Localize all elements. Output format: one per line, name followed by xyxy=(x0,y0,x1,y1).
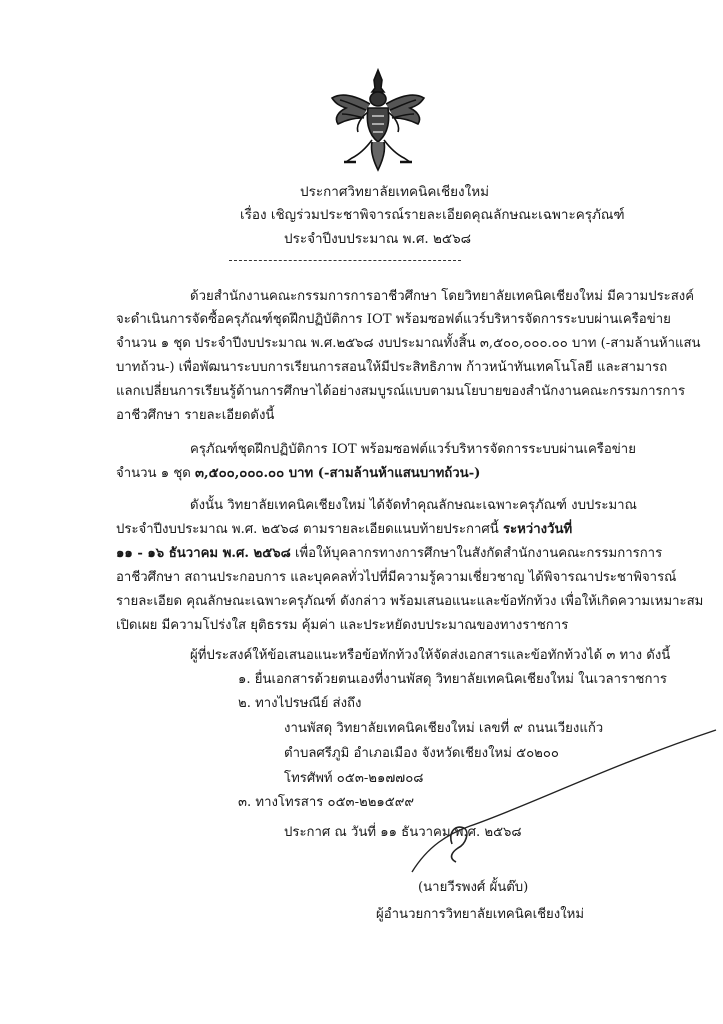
signatory-position: ผู้อำนวยการวิทยาลัยเทคนิคเชียงใหม่ xyxy=(376,907,585,922)
para3-text: ประจำปีงบประมาณ พ.ศ. ๒๕๖๘ ตามรายละเอียดแนบท้ายประกาศนี้ xyxy=(116,522,503,537)
para3-line: รายละเอียด คุณลักษณะเฉพาะครุภัณฑ์ ดังกล่าว พร้อมเสนอแนะและข้อทักท้วง เพื่อให้เกิดความเหมาะสม xyxy=(116,594,704,609)
para3-line: เปิดเผย มีความโปร่งใส ยุติธรรม คุ้มค่า และประหยัดงบประมาณของทางราชการ xyxy=(116,618,569,633)
submission-intro: ผู้ที่ประสงค์ให้ข้อเสนอแนะหรือข้อทักท้วงให้จัดส่งเอกสารและข้อทักท้วงได้ ๓ ทาง ดังนี้ xyxy=(190,648,671,663)
announcement-subject: เรื่อง เชิญร่วมประชาพิจารณ์รายละเอียดคุณลักษณะเฉพาะครุภัณฑ์ xyxy=(240,207,625,223)
phone-line: โทรศัพท์ ๐๕๓-๒๑๗๗๐๘ xyxy=(284,771,424,786)
para1-line: แลกเปลี่ยนการเรียนรู้ด้านการศึกษาได้อย่างสมบูรณ์แบบตามนโยบายของสำนักงานคณะกรรมการการ xyxy=(116,384,686,399)
para1-line: บาทถ้วน-) เพื่อพัฒนาระบบการเรียนการสอนให้มีประสิทธิภาพ ก้าวหน้าทันเทคโนโลยี และสามารถ xyxy=(116,360,668,375)
para3-line xyxy=(116,518,572,539)
address-line: ตำบลศรีภูมิ อำเภอเมือง จังหวัดเชียงใหม่ ๕๐๒๐๐ xyxy=(284,746,559,761)
amount-bold: ๓,๕๐๐,๐๐๐.๐๐ บาท (-สามล้านห้าแสนบาทถ้วน-) xyxy=(195,466,481,481)
para1-line: จำนวน ๑ ชุด ประจำปีงบประมาณ พ.ศ.๒๕๖๘ งบประมาณทั้งสิ้น ๓,๕๐๐,๐๐๐.๐๐ บาท (-สามล้านห้าแสน xyxy=(116,336,701,351)
equipment-amount xyxy=(116,462,480,483)
para1-line: ด้วยสำนักงานคณะกรรมการการอาชีวศึกษา โดยวิทยาลัยเทคนิคเชียงใหม่ มีความประสงค์ xyxy=(190,289,695,304)
address-line: งานพัสดุ วิทยาลัยเทคนิคเชียงใหม่ เลขที่ ๙ ถนนเวียงแก้ว xyxy=(284,721,604,736)
para1-line: จะดำเนินการจัดซื้อครุภัณฑ์ชุดฝึกปฏิบัติการ IOT พร้อมซอฟต์แวร์บริหารจัดการระบบผ่านเครือข่าย xyxy=(116,312,671,327)
amount-prefix: จำนวน ๑ ชุด xyxy=(116,466,196,481)
announcement-title: ประกาศวิทยาลัยเทคนิคเชียงใหม่ xyxy=(300,184,490,200)
para3-line: ดังนั้น วิทยาลัยเทคนิคเชียงใหม่ ได้จัดทำคุณลักษณะเฉพาะครุภัณฑ์ งบประมาณ xyxy=(190,498,637,513)
para3-text: เพื่อให้บุคลากรทางการศึกษาในสังกัดสำนักงานคณะกรรมการการ xyxy=(290,546,663,561)
para3-line: อาชีวศึกษา สถานประกอบการ และบุคคลทั่วไปที่มีความรู้ความเชี่ยวชาญ ได้พิจารณาประชาพิจารณ์ xyxy=(116,570,677,585)
submission-item-1: ๑. ยื่นเอกสารด้วยตนเองที่งานพัสดุ วิทยาลัยเทคนิคเชียงใหม่ ในเวลาราชการ xyxy=(238,672,667,687)
signatory-name: (นายวีรพงศ์ ผั้นต๊บ) xyxy=(418,880,529,895)
period-dates-bold: ๑๑ - ๑๖ ธันวาคม พ.ศ. ๒๕๖๘ xyxy=(116,546,291,561)
signature-mark xyxy=(408,726,720,878)
equipment-line: ครุภัณฑ์ชุดฝึกปฏิบัติการ IOT พร้อมซอฟต์แวร์บริหารจัดการระบบผ่านเครือข่าย xyxy=(190,442,636,457)
para3-line xyxy=(116,542,662,563)
period-bold: ระหว่างวันที่ xyxy=(502,522,573,537)
announce-date: ประกาศ ณ วันที่ ๑๑ ธันวาคม พ.ศ. ๒๕๖๘ xyxy=(284,825,522,840)
budget-year: ประจำปีงบประมาณ พ.ศ. ๒๕๖๘ xyxy=(284,231,472,247)
submission-item-3: ๓. ทางโทรสาร ๐๕๓-๒๒๑๕๙๙ xyxy=(238,795,415,810)
submission-item-2: ๒. ทางไปรษณีย์ ส่งถึง xyxy=(238,696,362,711)
para1-line: อาชีวศึกษา รายละเอียดดังนี้ xyxy=(116,408,275,423)
garuda-emblem xyxy=(326,66,430,174)
header-divider xyxy=(229,260,461,261)
